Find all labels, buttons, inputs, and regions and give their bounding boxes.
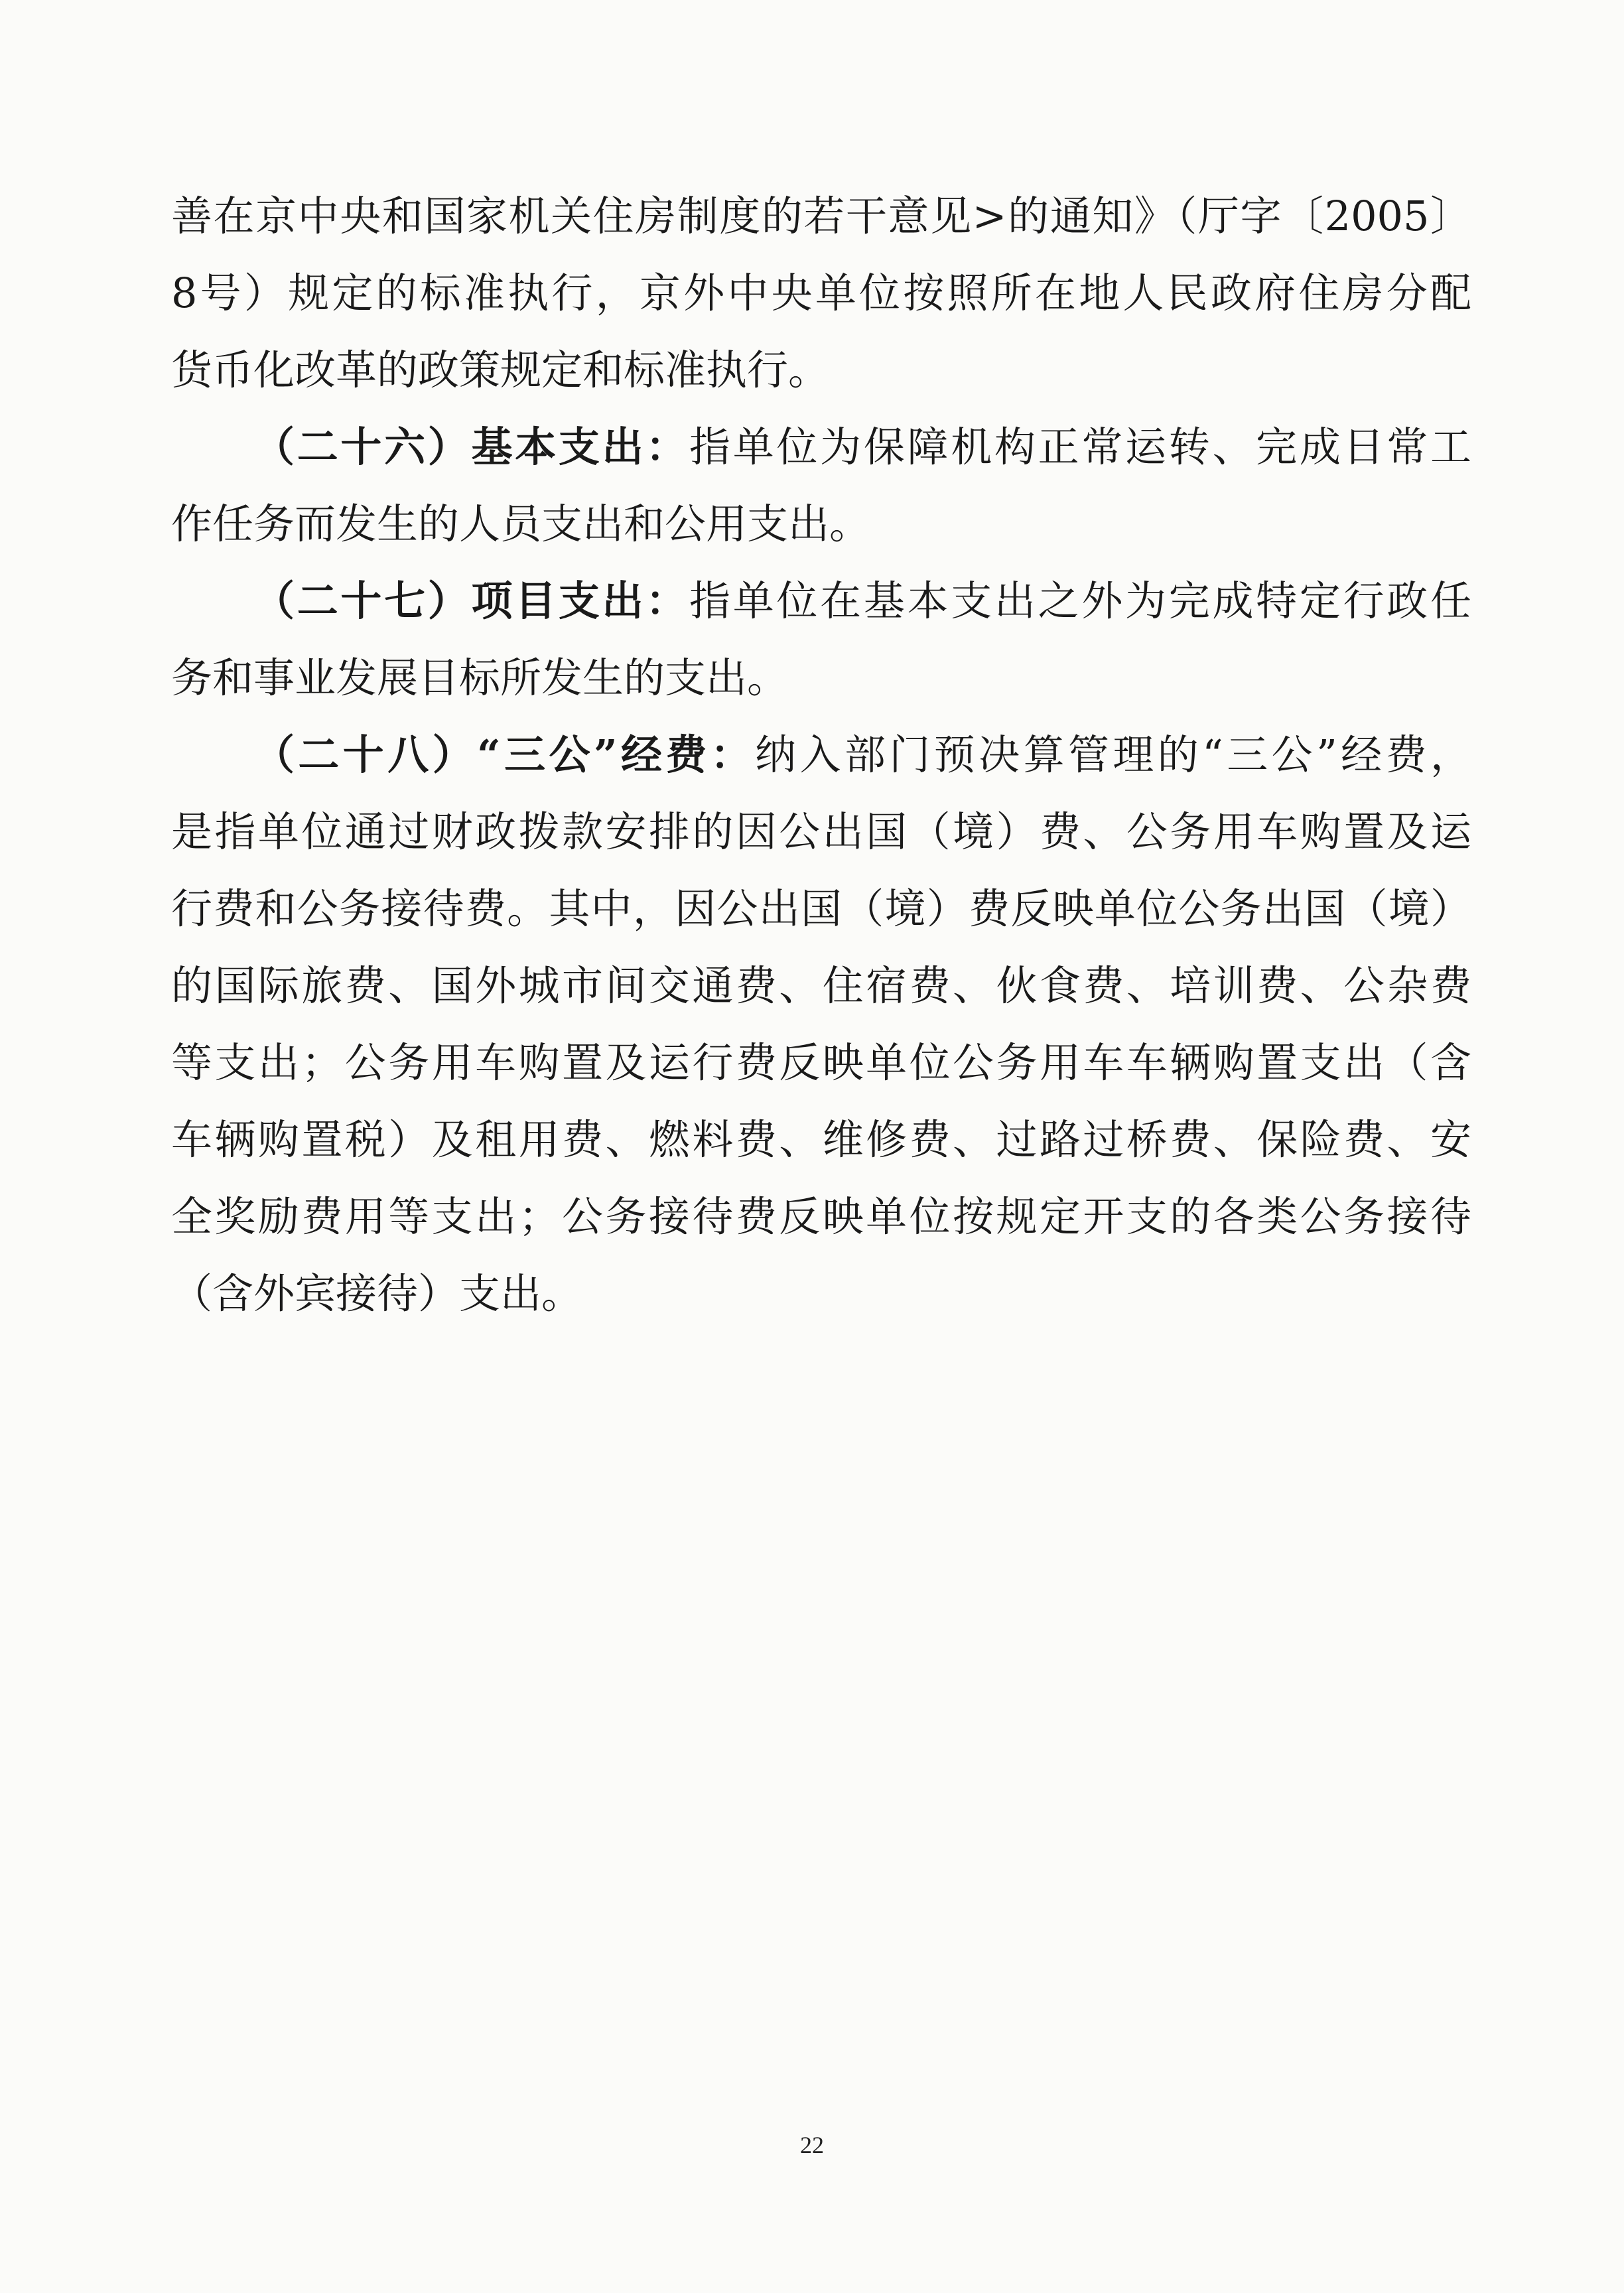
body-text <box>171 178 1471 1332</box>
text-line: 8号）规定的标准执行，京外中央单位按照所在地人民政府住房分配 <box>171 269 1471 317</box>
text-line: 作任务而发生的人员支出和公用支出。 <box>171 500 871 548</box>
paragraph-28-heading-line: （二十八）“三公”经费：纳入部门预决算管理的“三公”经费， <box>253 730 1471 779</box>
text-line: 务和事业发展目标所发生的支出。 <box>171 654 789 702</box>
paragraph-27-heading-line: （二十七）项目支出：指单位在基本支出之外为完成特定行政任 <box>253 577 1471 625</box>
text-line: 是指单位通过财政拨款安排的因公出国（境）费、公务用车购置及运 <box>171 807 1471 856</box>
term-project-expenditure: （二十七）项目支出： <box>253 577 690 625</box>
term-three-public-expenses: （二十八）“三公”经费： <box>253 730 756 779</box>
text-line: 车辆购置税）及租用费、燃料费、维修费、过路过桥费、保险费、安 <box>171 1115 1471 1164</box>
text-line: 等支出；公务用车购置及运行费反映单位公务用车车辆购置支出（含 <box>171 1038 1471 1087</box>
page-number: 22 <box>800 2132 824 2158</box>
text-line: （含外宾接待）支出。 <box>171 1269 583 1318</box>
text-line: 善在京中央和国家机关住房制度的若干意见>的通知》（厅字〔2005〕 <box>171 192 1471 240</box>
text-line: 的国际旅费、国外城市间交通费、住宿费、伙食费、培训费、公杂费 <box>171 961 1471 1010</box>
text-line: 行费和公务接待费。其中，因公出国（境）费反映单位公务出国（境） <box>171 884 1471 933</box>
text-line: 货币化改革的政策规定和标准执行。 <box>171 346 830 394</box>
term-basic-expenditure: （二十六）基本支出： <box>253 423 690 471</box>
text-line: 全奖励费用等支出；公务接待费反映单位按规定开支的各类公务接待 <box>171 1192 1471 1241</box>
paragraph-26-heading-line: （二十六）基本支出：指单位为保障机构正常运转、完成日常工 <box>253 423 1471 471</box>
